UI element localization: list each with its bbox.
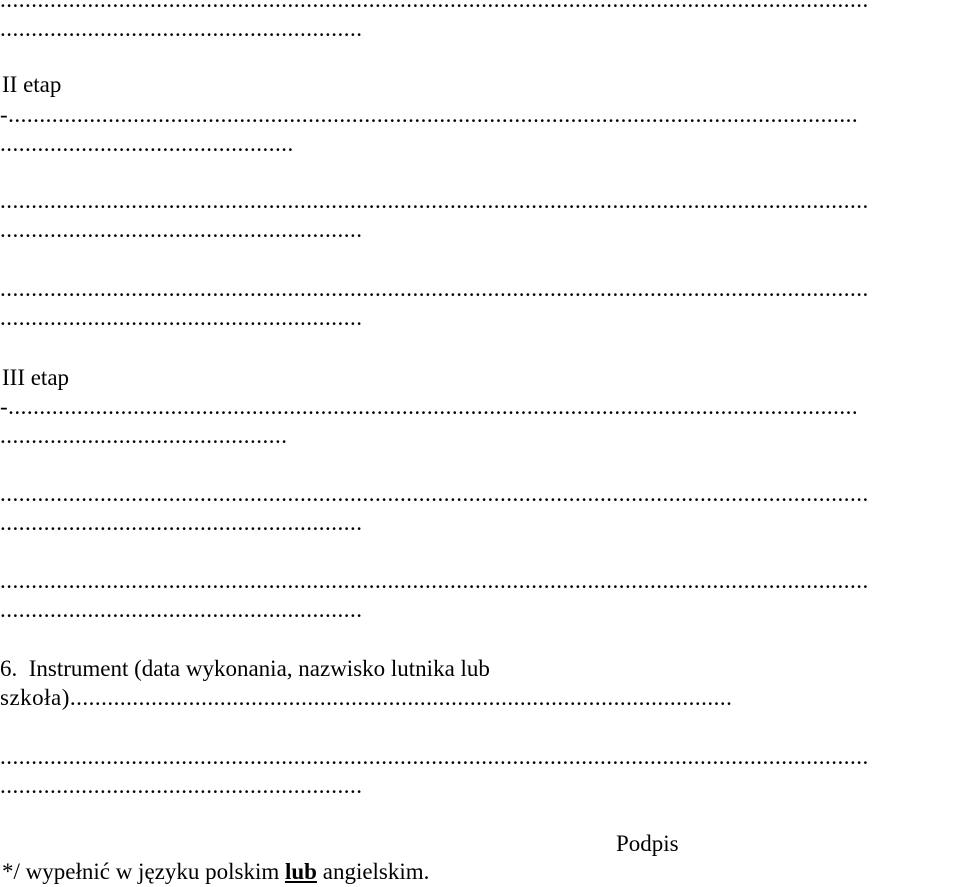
footnote — [2, 860, 429, 883]
dotted-line: ........................................................................................................................................... — [0, 744, 869, 769]
dotted-line: .......................................................... — [0, 16, 363, 41]
footnote-prefix: */ wypełnić w języku polskim — [2, 859, 285, 884]
stage-3-title: III etap — [2, 365, 70, 390]
item-6-label: 6. Instrument (data wykonania, nazwisko lutnika lub — [0, 656, 490, 681]
dotted-line: ........................................................................................................................................... — [0, 276, 869, 301]
footnote-suffix: angielskim. — [316, 859, 430, 884]
dotted-line: .......................................................... — [0, 305, 363, 330]
dotted-line: ........................................................................................................................................... — [0, 188, 869, 213]
signature-label: Podpis — [616, 831, 679, 856]
dotted-line: .......................................................... — [0, 773, 363, 798]
dotted-line: ............................................... — [0, 131, 294, 156]
dotted-line: ........................................................................................................................................... — [0, 481, 869, 506]
dotted-line: -........................................................................................................................................ — [0, 394, 859, 419]
dotted-line: .......................................................... — [0, 217, 363, 242]
dotted-line: .............................................. — [0, 423, 288, 448]
item-6-continuation: szkoła).......................................................................................................... — [0, 685, 733, 710]
stage-2-title: II etap — [2, 72, 62, 97]
dotted-line: ........................................................................................................................................... — [0, 568, 869, 593]
dotted-line: .......................................................... — [0, 510, 363, 535]
dotted-line — [0, 0, 869, 11]
dotted-line: -........................................................................................................................................ — [0, 102, 859, 127]
dotted-line: .......................................................... — [0, 597, 363, 622]
footnote-emphasis: lub — [285, 859, 317, 884]
